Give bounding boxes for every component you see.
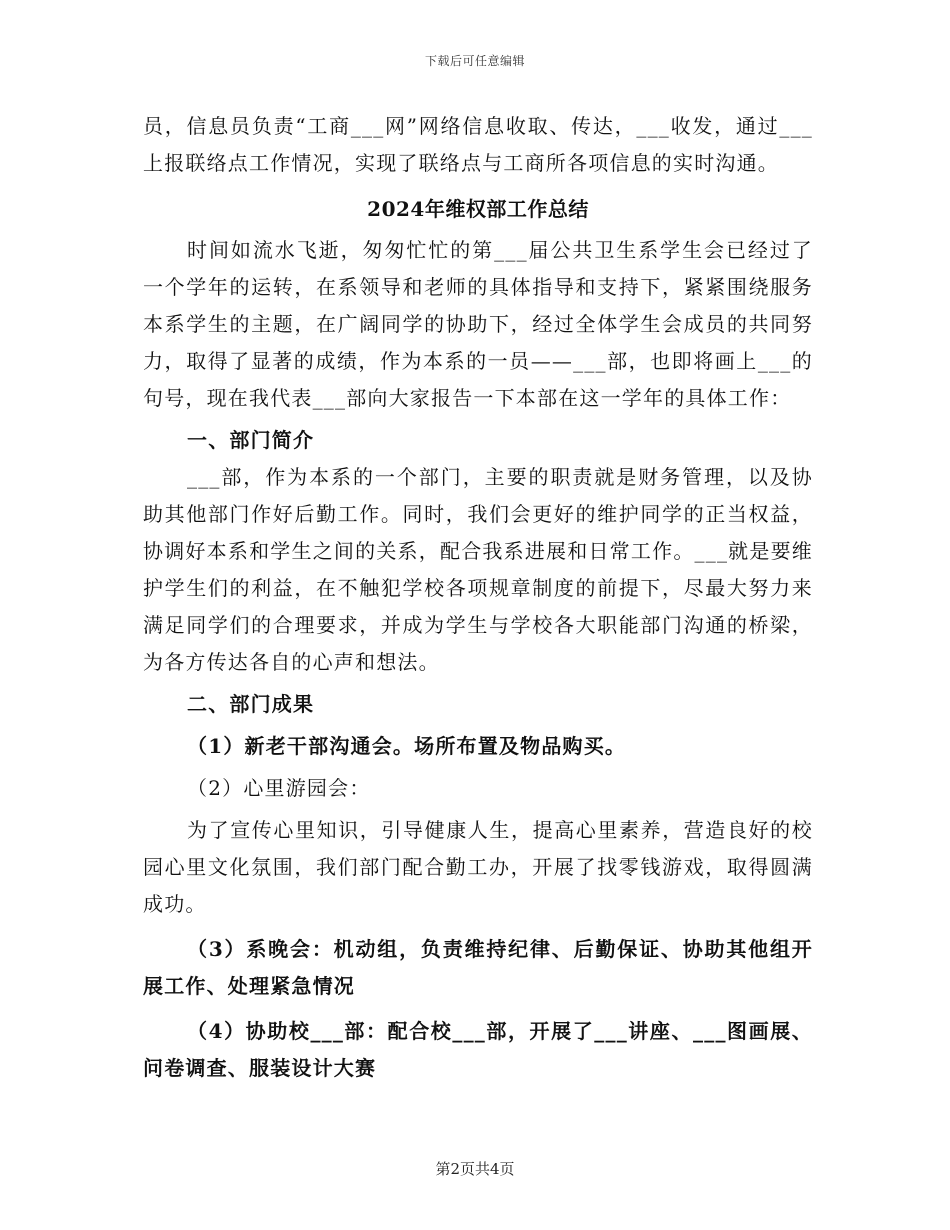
page-number: 第2页共4页 [435,1160,515,1178]
department-intro-paragraph: ___部，作为本系的一个部门，主要的职责就是财务管理，以及协助其他部门作好后勤工作。同时，我们会更好的维护同学的正当权益，协调好本系和学生之间的关系，配合我系进展和日常工作。___就是要维护学生们的利益，在不触犯学校各项规章制度的前提下，尽最大努力来满足同学们的合理要求，并成为学生与学校各大职能部门沟通的桥梁，为各方传达各自的心声和想法。 [143,465,813,674]
achievement-item-2: （2）心里游园会： [187,776,371,800]
page-header: 下载后可任意编辑 [424,54,525,68]
achievement-item-3: （3）系晚会：机动组，负责维持纪律、后勤保证、协助其他组开展工作、处理紧急情况 [143,937,813,998]
opening-paragraph: 时间如流水飞逝，匆匆忙忙的第___届公共卫生系学生会已经过了一个学年的运转，在系领导和老师的具体指导和支持下，紧紧围绕服务本系学生的主题，在广阔同学的协助下，经过全体学生会成员的共同努力，取得了显著的成绩，作为本系的一员——___部，也即将画上___的句号，现在我代表___部向大家报告一下本部在这一学年的具体工作： [143,238,813,410]
document-body [143,108,813,1087]
section-heading-achievements: 二、部门成果 [187,692,315,716]
achievement-item-1: （1）新老干部沟通会。场所布置及物品购买。 [187,734,627,758]
document-title: 2024年维权部工作总结 [367,197,589,221]
garden-party-paragraph: 为了宣传心里知识，引导健康人生，提高心里素养，营造良好的校园心里文化氛围，我们部门配合勤工办，开展了找零钱游戏，取得圆满成功。 [143,818,813,916]
intro-paragraph: 员，信息员负责“工商___网”网络信息收取、传达，___收发，通过___上报联络点工作情况，实现了联络点与工商所各项信息的实时沟通。 [143,114,813,175]
achievement-item-4: （4）协助校___部：配合校___部，开展了___讲座、___图画展、问卷调查、服装设计大赛 [143,1019,813,1080]
section-heading-department-intro: 一、部门简介 [187,428,315,452]
